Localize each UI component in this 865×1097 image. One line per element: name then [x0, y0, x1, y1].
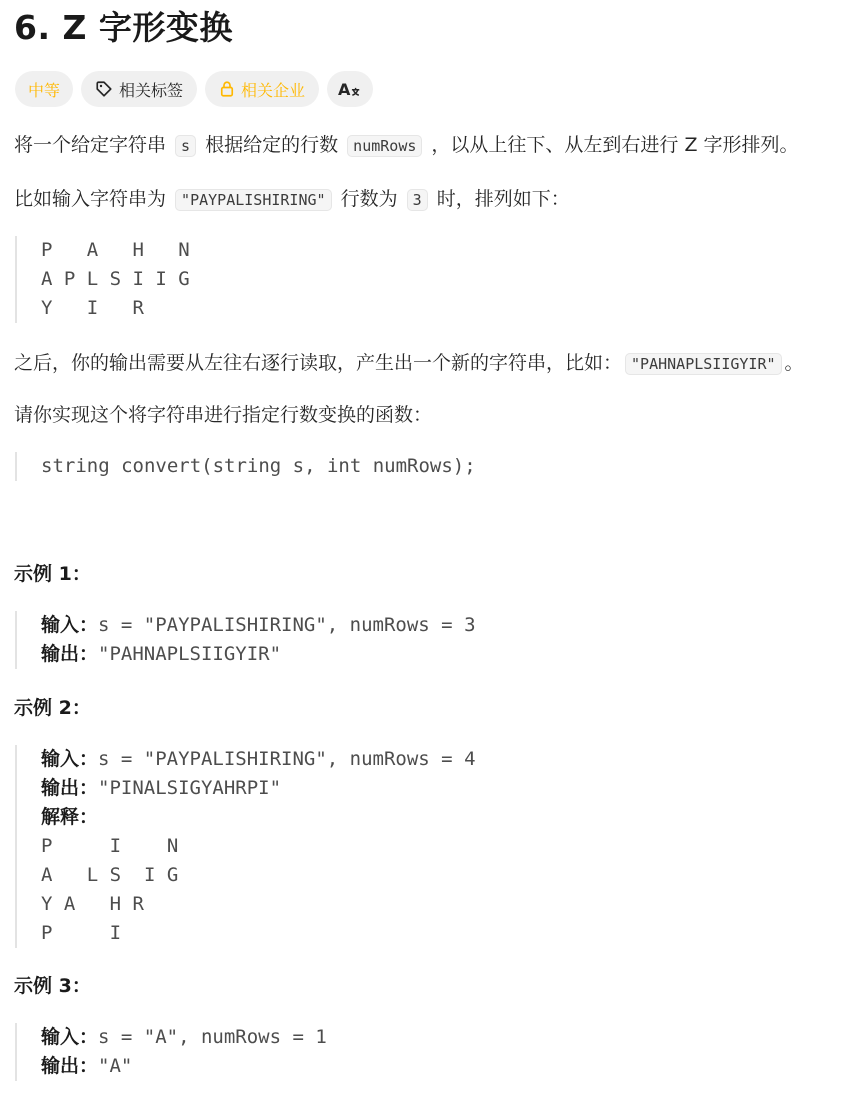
zigzag-line: A P L S I I G	[41, 268, 190, 290]
output-label: 输出：	[41, 1055, 99, 1077]
explain-line: Y A H R	[41, 893, 144, 915]
zigzag-block	[15, 236, 190, 323]
zigzag-line: P A H N	[41, 239, 190, 261]
input-label: 输入：	[41, 614, 99, 636]
output-label: 输出：	[41, 777, 99, 799]
inline-code: "PAYPALISHIRING"	[175, 189, 332, 211]
inline-code: "PAHNAPLSIIGYIR"	[625, 353, 782, 375]
output-value: "A"	[98, 1055, 133, 1077]
tag-icon	[95, 80, 113, 98]
example-2-block	[15, 745, 476, 948]
translate-icon: A	[338, 80, 362, 99]
difficulty-label: 中等	[28, 80, 61, 100]
lock-icon	[219, 80, 235, 98]
output-value: "PAHNAPLSIIGYIR"	[98, 643, 282, 665]
input-label: 输入：	[41, 748, 99, 770]
description-paragraph-3: 之后，你的输出需要从左往右逐行读取，产生出一个新的字符串，比如： "PAHNAPLSIIGYIR" 。	[14, 352, 804, 374]
input-value: s = "PAYPALISHIRING", numRows = 4	[98, 748, 476, 770]
inline-code: 3	[407, 189, 428, 211]
explain-line: P I	[41, 922, 122, 944]
difficulty-badge[interactable]	[15, 71, 73, 107]
explain-label: 解释：	[41, 806, 99, 828]
description-paragraph-2: 比如输入字符串为 "PAYPALISHIRING" 行数为 3 时，排列如下：	[14, 188, 570, 210]
example-3-block	[15, 1023, 327, 1081]
example-1-title: 示例 1：	[14, 563, 91, 585]
function-signature: string convert(string s, int numRows);	[15, 452, 476, 481]
explain-line: P I N	[41, 835, 179, 857]
description-paragraph-4: 请你实现这个将字符串进行指定行数变换的函数：	[14, 404, 433, 426]
example-2-title: 示例 2：	[14, 697, 91, 719]
inline-code: numRows	[347, 135, 422, 157]
explain-line: A L S I G	[41, 864, 179, 886]
zigzag-line: Y I R	[41, 297, 144, 319]
inline-code: s	[175, 135, 196, 157]
output-label: 输出：	[41, 643, 99, 665]
topics-tag-button[interactable]	[81, 71, 197, 107]
description-paragraph-1: 将一个给定字符串 s 根据给定的行数 numRows ，以从上往下、从左到右进行 Z 字形排列。	[14, 134, 799, 156]
output-value: "PINALSIGYAHRPI"	[98, 777, 282, 799]
input-value: s = "A", numRows = 1	[98, 1026, 327, 1048]
problem-title: 6. Z 字形变换	[14, 8, 233, 47]
translate-button[interactable]	[327, 71, 373, 107]
input-label: 输入：	[41, 1026, 99, 1048]
example-3-title: 示例 3：	[14, 975, 91, 997]
topics-label: 相关标签	[119, 80, 184, 100]
input-value: s = "PAYPALISHIRING", numRows = 3	[98, 614, 476, 636]
companies-tag-button[interactable]	[205, 71, 319, 107]
companies-label: 相关企业	[241, 80, 306, 100]
example-1-block	[15, 611, 476, 669]
tag-bar	[15, 71, 373, 107]
